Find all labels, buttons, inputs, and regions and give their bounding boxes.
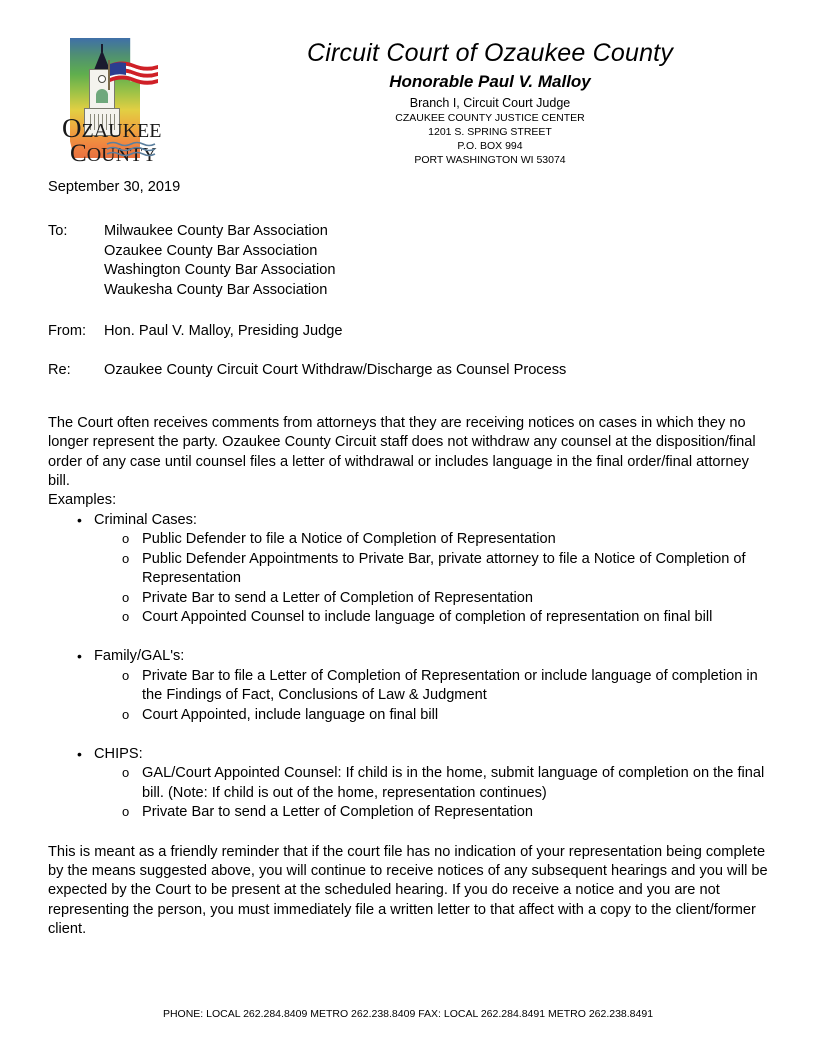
sub-list [94, 667, 770, 725]
bullet-icon: • [77, 648, 82, 665]
letter-body [48, 178, 770, 940]
to-label: To: [48, 223, 68, 240]
re-value: Ozaukee County Circuit Court Withdraw/Discharge as Counsel Process [104, 362, 567, 379]
bullet-icon: • [77, 511, 82, 528]
group-title: Criminal Cases: [94, 511, 197, 528]
from-label: From: [48, 323, 87, 340]
examples-label: Examples: [48, 492, 117, 509]
memo-from-block [48, 322, 770, 341]
intro-section [48, 414, 770, 511]
group-title: Family/GAL's: [94, 648, 185, 665]
memo-to-block [48, 222, 770, 300]
list-item-text: Private Bar to file a Letter of Completion of Representation or include language of completion in the Findings of Fact, Conclusions of Law & Judgment [142, 667, 758, 704]
address-line-1: CZAUKEE COUNTY JUSTICE CENTER [395, 111, 585, 124]
address-line-4: PORT WASHINGTON WI 53074 [414, 153, 566, 166]
list-item-text: Court Appointed, include language on final bill [142, 706, 439, 723]
court-title: Circuit Court of Ozaukee County [306, 39, 674, 67]
logo-word-line2: COUNTY [70, 139, 157, 167]
list-item-text: Public Defender Appointments to Private Bar, private attorney to file a Notice of Completion of Representation [142, 550, 746, 587]
list-item-text: Private Bar to send a Letter of Completion of Representation [142, 589, 534, 606]
example-group-family-gal [48, 647, 770, 725]
list-item [94, 667, 770, 706]
circle-marker-icon: o [122, 608, 130, 624]
re-label: Re: [48, 362, 71, 379]
list-item [94, 706, 770, 725]
circle-marker-icon: o [122, 667, 130, 683]
recipient-item: Washington County Bar Association [104, 262, 336, 279]
american-flag-icon [108, 58, 160, 92]
examples-list [48, 511, 770, 823]
clock-face-icon [98, 75, 106, 83]
list-item [94, 764, 770, 803]
sub-list [94, 764, 770, 822]
page-footer [0, 1008, 816, 1020]
list-item-text: GAL/Court Appointed Counsel: If child is in the home, submit language of completion on the final bill. (Note: If child is out of the home, representation continues) [142, 765, 765, 801]
list-item [94, 589, 770, 608]
example-group-criminal [48, 511, 770, 627]
letterhead-text [170, 40, 810, 167]
address-line-3: P.O. BOX 994 [457, 139, 523, 152]
contact-line: PHONE: LOCAL 262.284.8409 METRO 262.238.8409 FAX: LOCAL 262.284.8491 METRO 262.238.8491 [162, 1008, 654, 1020]
water-waves-icon [106, 141, 156, 159]
circle-marker-icon: o [122, 804, 130, 820]
list-item [94, 803, 770, 822]
list-item [94, 530, 770, 549]
logo-word-line1: OZAUKEE [62, 113, 162, 143]
judge-name: Honorable Paul V. Malloy [389, 71, 591, 91]
letterhead [0, 30, 816, 175]
recipient-item: Milwaukee County Bar Association [104, 223, 328, 240]
circle-marker-icon: o [122, 589, 130, 605]
circle-marker-icon: o [122, 765, 130, 781]
example-group-chips [48, 745, 770, 823]
closing-paragraph: This is meant as a friendly reminder that if the court file has no indication of your representation being complete by the means suggested above, you will continue to receive notices of any subsequent hearings and you will be expected by the Court to be present at the scheduled hearing. If you do receive a notice and you are not representing the person, you must immediately file a written letter to that affect with a copy to the client/former client. [48, 843, 768, 938]
bullet-icon: • [77, 745, 82, 762]
address-line-2: 1201 S. SPRING STREET [428, 125, 552, 138]
list-item-text: Public Defender to file a Notice of Completion of Representation [142, 531, 556, 548]
circle-marker-icon: o [122, 550, 130, 566]
recipient-item: Waukesha County Bar Association [104, 281, 328, 298]
branch-line: Branch I, Circuit Court Judge [409, 96, 571, 111]
to-recipients [104, 222, 770, 300]
list-item-text: Private Bar to send a Letter of Completion of Representation [142, 804, 534, 821]
list-item [94, 550, 770, 589]
group-title: CHIPS: [94, 745, 143, 762]
list-item [94, 608, 770, 627]
circle-marker-icon: o [122, 531, 130, 547]
ozaukee-county-logo [62, 38, 166, 170]
sub-list [94, 530, 770, 627]
from-value: Hon. Paul V. Malloy, Presiding Judge [104, 323, 343, 340]
letter-date: September 30, 2019 [48, 179, 181, 195]
circle-marker-icon: o [122, 706, 130, 722]
recipient-item: Ozaukee County Bar Association [104, 242, 318, 259]
closing-section [48, 843, 770, 940]
list-item-text: Court Appointed Counsel to include language of completion of representation on final bill [142, 608, 713, 625]
intro-paragraph: The Court often receives comments from attorneys that they are receiving notices on cases in which they no longer represent the party. Ozaukee County Circuit staff does not withdraw any counsel at the disposition/final order of any case until counsel files a letter of withdrawal or includes language in the final order/final attorney bill. [48, 414, 756, 490]
memo-re-block [48, 361, 770, 380]
